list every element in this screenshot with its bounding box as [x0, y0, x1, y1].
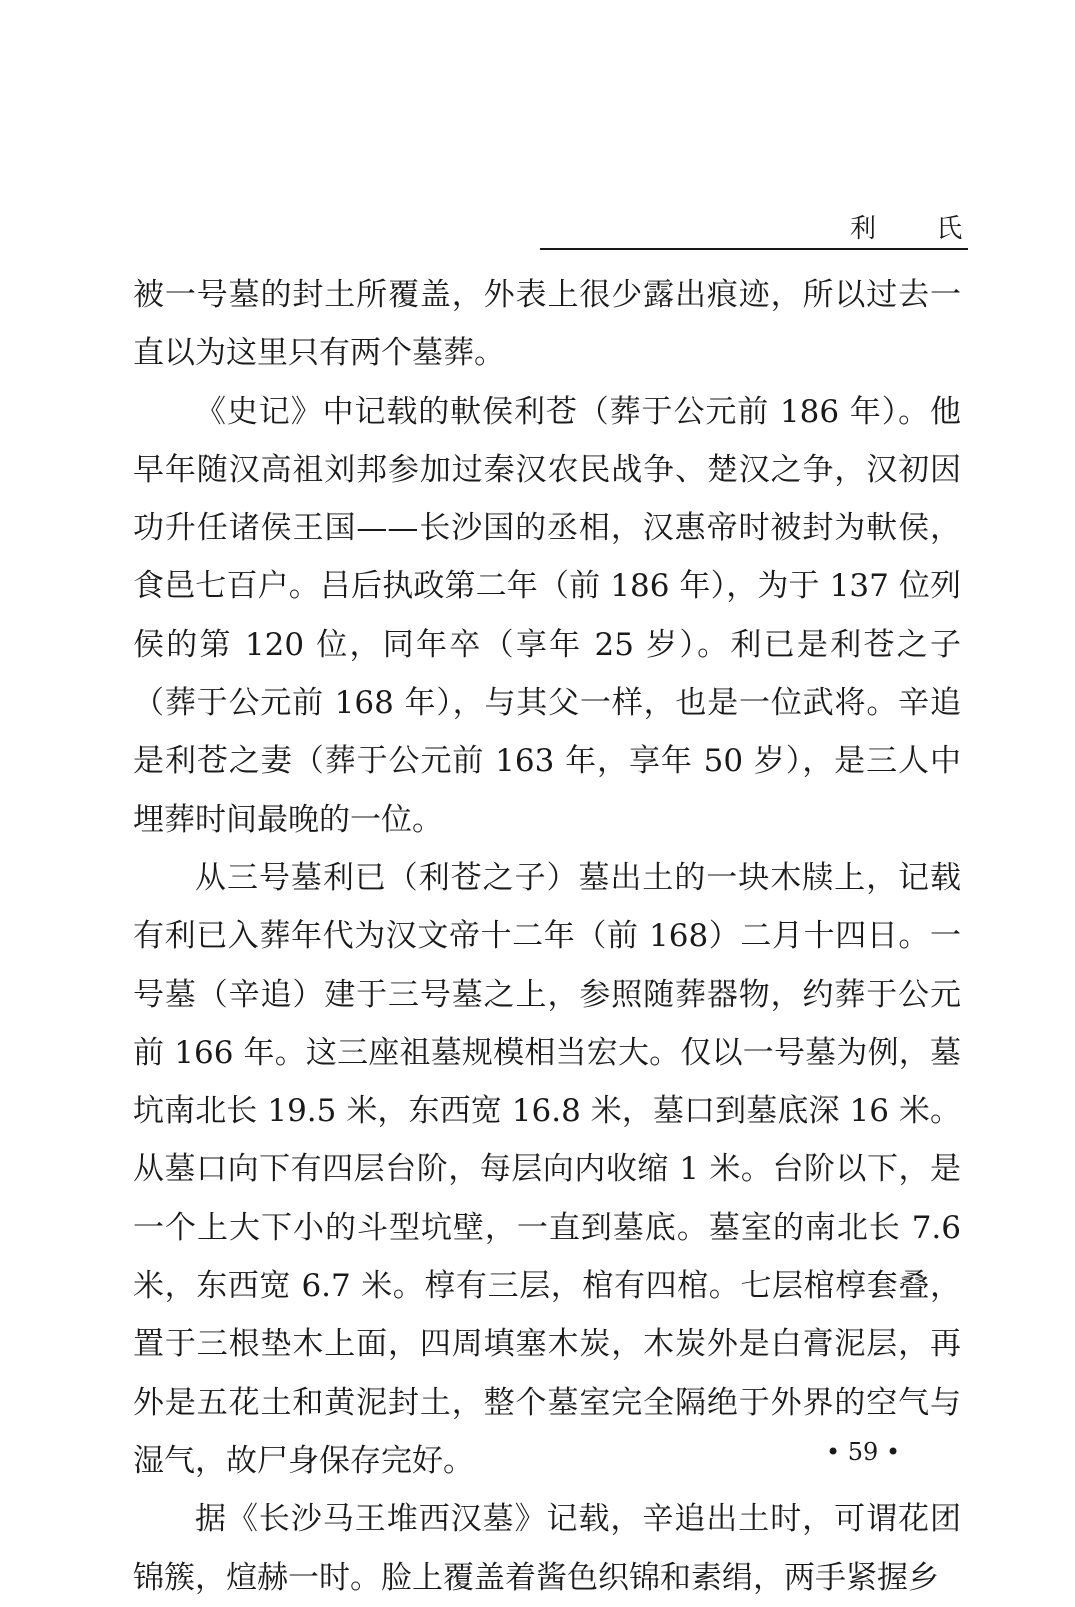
paragraph-continued: 被一号墓的封土所覆盖，外表上很少露出痕迹，所以过去一直以为这里只有两个墓葬。	[133, 277, 961, 372]
paragraph: 《史记》中记载的軑侯利苍（葬于公元前 186 年）。他早年随汉高祖刘邦参加过秦汉农民战争、楚汉之争，汉初因功升任诸侯王国——长沙国的丞相，汉惠帝时被封为軑侯，食邑七百户。吕后执政第二年（前 186 年），为于 137 位列侯的第 120 位，同年卒（享年 25 岁）。利已是利苍之子（葬于公元前 168 年），与其父一样，也是一位武将。辛追是利苍之妻（葬于公元前 163 年，享年 50 岁），是三人中埋葬时间最晚的一位。	[133, 393, 961, 838]
paragraph: 据《长沙马王堆西汉墓》记载，辛追出土时，可谓花团锦簇，煊赫一时。脸上覆盖着酱色织锦和素绢，两手紧握乡	[133, 1501, 961, 1596]
running-header: 利 氏	[850, 214, 989, 244]
paragraph: 从三号墓利已（利苍之子）墓出土的一块木牍上，记载有利已入葬年代为汉文帝十二年（前 168）二月十四日。一号墓（辛追）建于三号墓之上，参照随葬器物，约葬于公元前 166 年。这三座祖墓规模相当宏大。仅以一号墓为例，墓坑南北长 19.5 米，东西宽 16.8 米，墓口到墓底深 16 米。从墓口向下有四层台阶，每层向内收缩 1 米。台阶以下，是一个上大下小的斗型坑壁，一直到墓底。墓室的南北长 7.6 米，东西宽 6.7 米。椁有三层，棺有四棺。七层棺椁套叠，置于三根垫木上面，四周填塞木炭，木炭外是白膏泥层，再外是五花土和黄泥封土，整个墓室完全隔绝于外界的空气与湿气，故尸身保存完好。	[133, 859, 961, 1479]
body-text	[133, 266, 961, 1607]
page-number: • 59 •	[826, 1438, 901, 1466]
header-rule	[540, 248, 968, 250]
